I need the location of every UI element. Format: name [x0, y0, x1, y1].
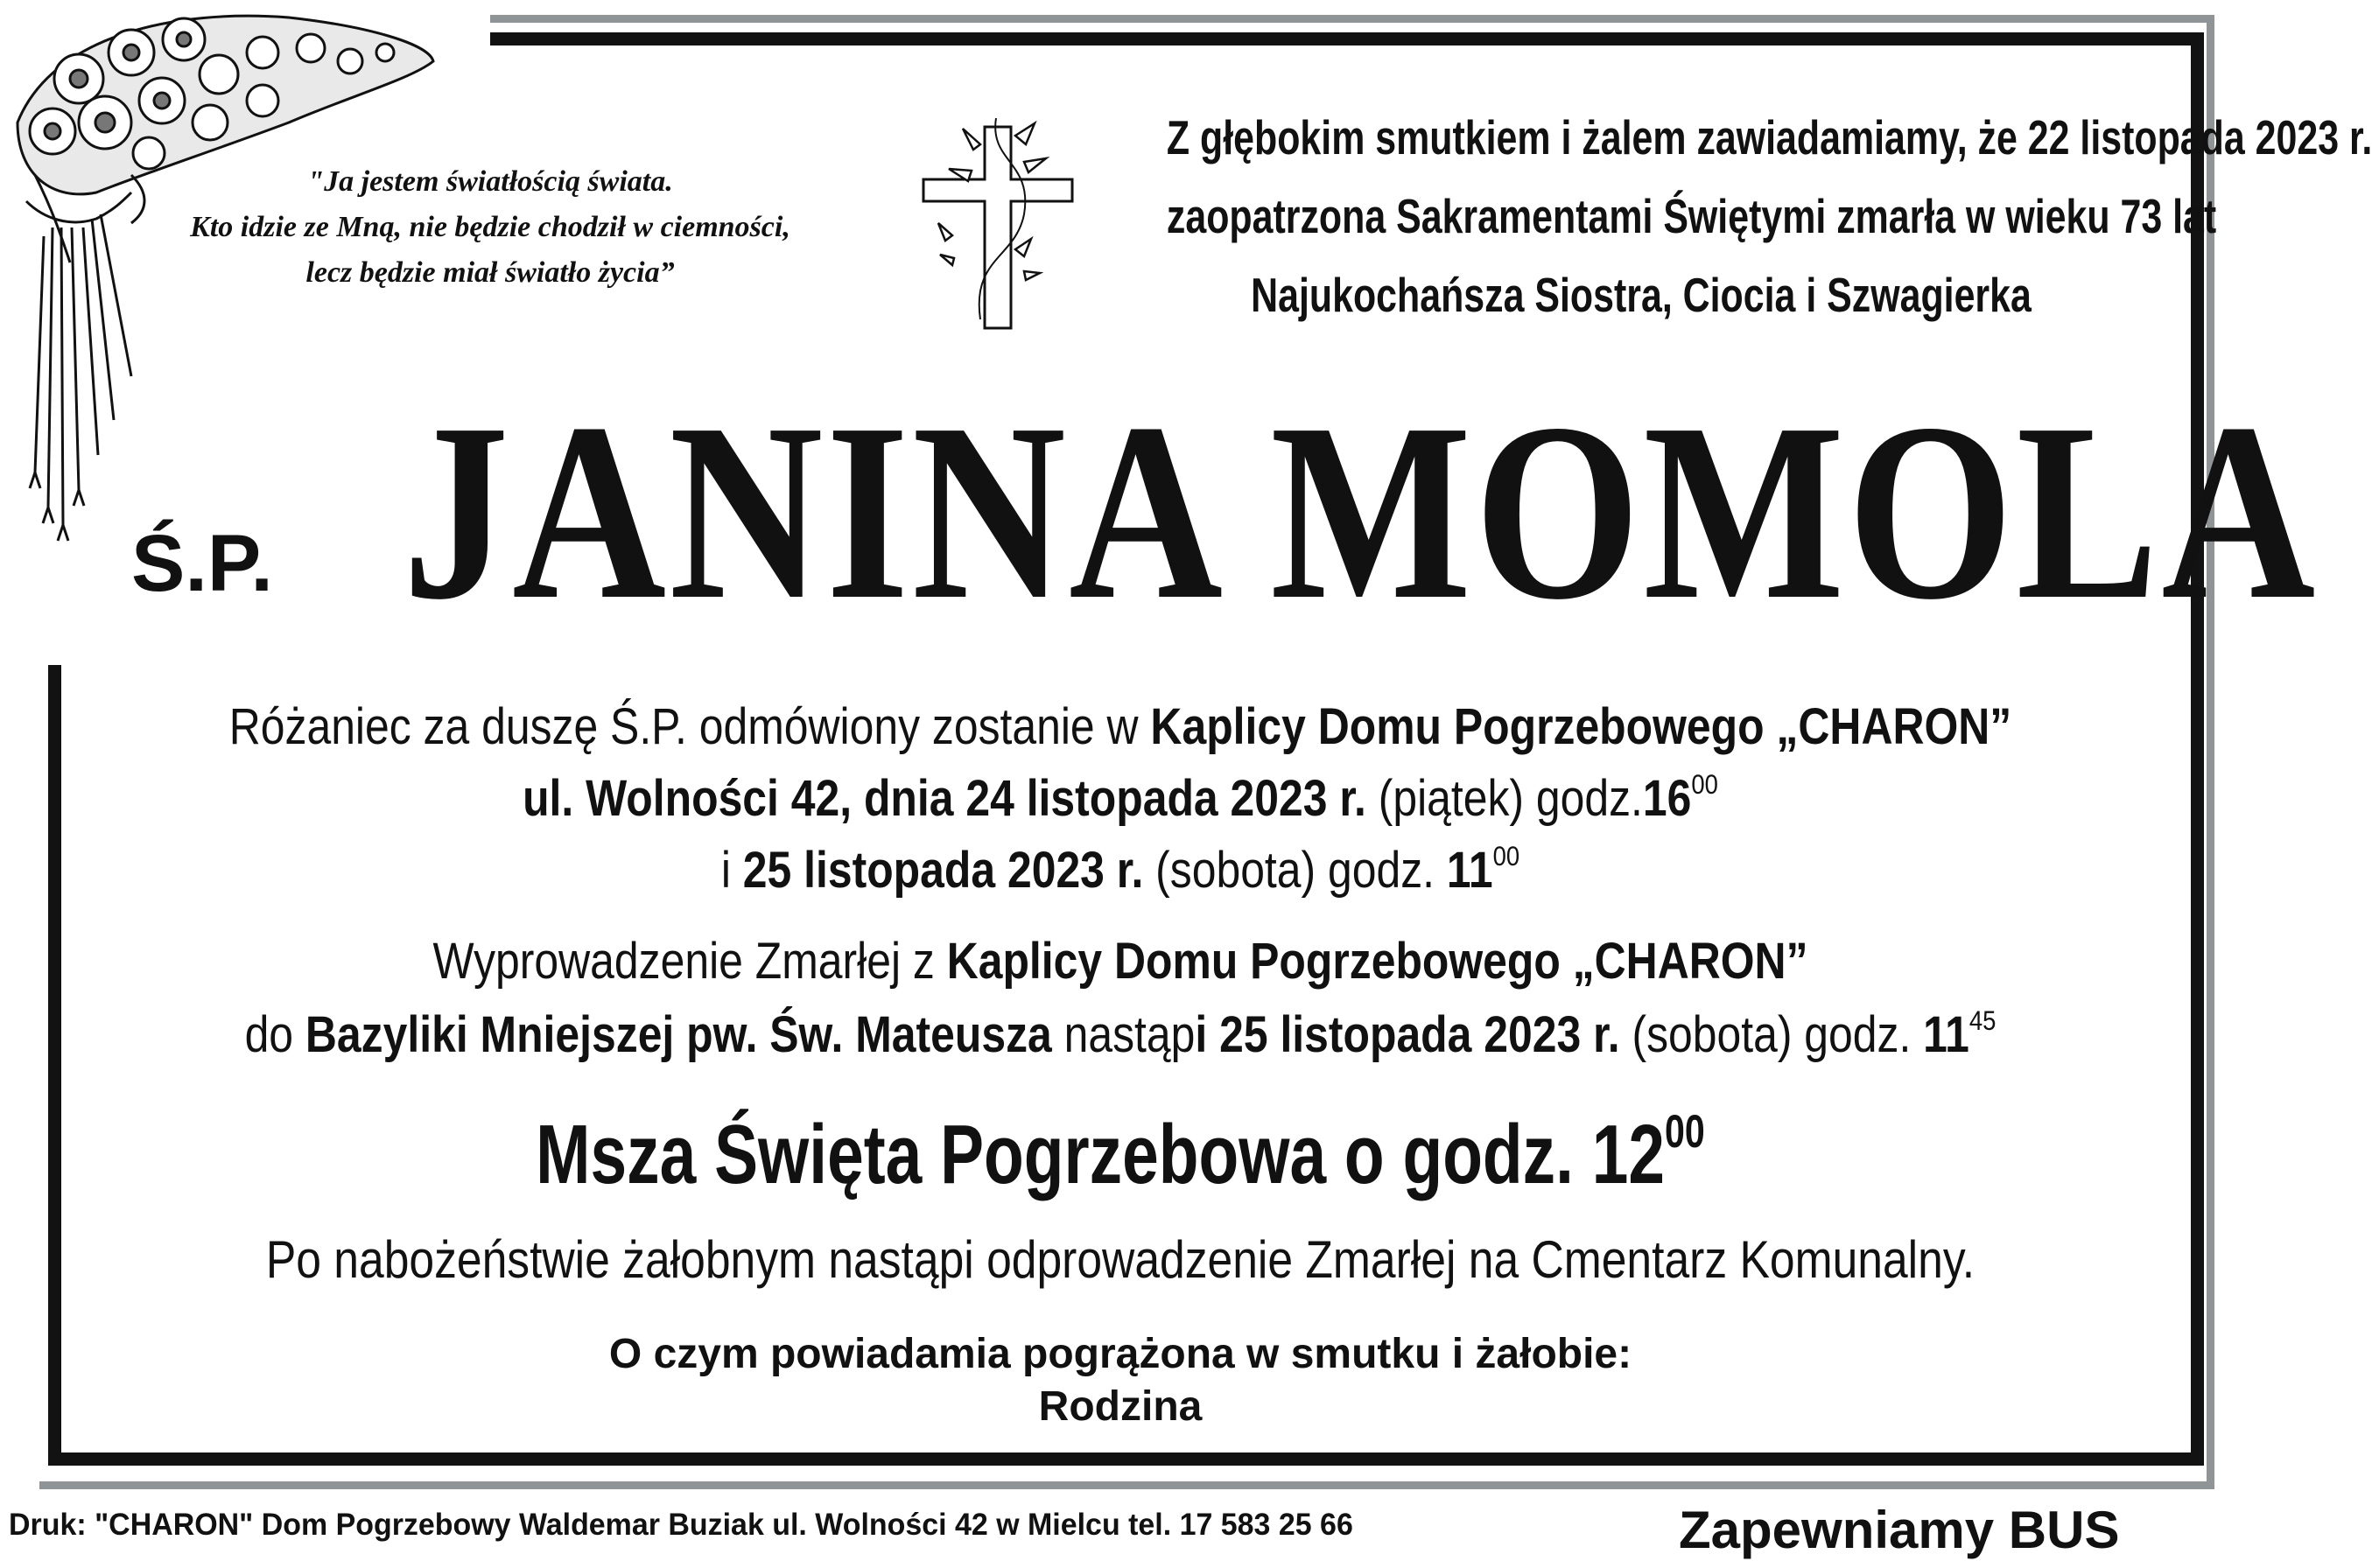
intro-line: Najukochańsza Siostra, Ciocia i Szwagierka — [1251, 268, 2032, 322]
rosary-line-3 — [157, 835, 2084, 906]
rosary-hour: 16 — [1642, 770, 1692, 827]
deceased-name: JANINA MOMOLA — [403, 371, 2319, 652]
rosary-and: i — [720, 842, 743, 899]
procession-line-2 — [157, 999, 2084, 1071]
procession-date: i 25 listopada 2023 r. — [1195, 1006, 1620, 1063]
procession-chapel: Kaplicy Domu Pogrzebowego „CHARON” — [946, 933, 1808, 990]
rosary-text: Różaniec za duszę Ś.P. odmówiony zostanie w — [228, 698, 1151, 755]
rosary-day-2: (sobota) godz. — [1143, 842, 1447, 899]
deceased-prefix: Ś.P. — [131, 519, 273, 608]
procession-line-1 — [157, 926, 2084, 998]
mass-text: Msza Święta Pogrzebowa o godz. 12 — [536, 1108, 1666, 1201]
chapel-name: Kaplicy Domu Pogrzebowego „CHARON” — [1150, 698, 2012, 755]
cross-with-lilies-icon — [919, 109, 1085, 332]
printer-info: Druk: "CHARON" Dom Pogrzebowy Waldemar Buziak ul. Wolności 42 w Mielcu tel. 17 583 25 66 — [9, 1508, 1353, 1542]
procession-hour: 11 — [1923, 1006, 1969, 1063]
quote-line: "Ja jestem światłością świata. — [307, 165, 673, 198]
procession-text: Wyprowadzenie Zmarłej z — [432, 933, 947, 990]
rosary-date-2: 25 listopada 2023 r. — [742, 842, 1144, 899]
announcement-intro — [1166, 98, 2372, 334]
intro-line: Z głębokim smutkiem i żalem zawiadamiamy, że 22 listopada 2023 r. — [1166, 110, 2372, 164]
bible-quote — [158, 159, 823, 296]
notification-signature — [0, 1328, 2241, 1433]
rosary-line-2 — [157, 763, 2084, 835]
rosary-line-1 — [157, 691, 2084, 763]
rosary-minute-2: 00 — [1492, 839, 1520, 872]
procession-verb: nastąp — [1051, 1006, 1196, 1063]
procession-day: (sobota) godz. — [1619, 1006, 1924, 1063]
procession-minute: 45 — [1968, 1004, 1997, 1036]
quote-line: Kto idzie ze Mną, nie będzie chodził w ciemności, — [190, 211, 790, 243]
quote-line: lecz będzie miał światło życia” — [305, 256, 675, 289]
family-signature: Rodzina — [1038, 1383, 1203, 1430]
bus-service: Zapewniamy BUS — [1679, 1501, 2120, 1559]
intro-line: zaopatrzona Sakramentami Świętymi zmarła w wieku 73 lat — [1166, 189, 2217, 243]
notify-line: O czym powiadamia pogrążona w smutku i żałobie: — [608, 1331, 1632, 1377]
mass-minute: 00 — [1665, 1106, 1705, 1158]
rosary-day: (piątek) godz. — [1365, 770, 1643, 827]
procession-to: do — [244, 1006, 305, 1063]
basilica-name: Bazyliki Mniejszej pw. Św. Mateusza — [305, 1006, 1052, 1063]
funeral-mass — [247, 1107, 1995, 1203]
rosary-hour-2: 11 — [1446, 842, 1493, 899]
rosary-date: ul. Wolności 42, dnia 24 listopada 2023 r. — [523, 770, 1366, 827]
cemetery-procession: Po nabożeństwie żałobnym nastąpi odprowadzenie Zmarłej na Cmentarz Komunalny. — [265, 1230, 1975, 1289]
rosary-minute: 00 — [1691, 767, 1718, 800]
